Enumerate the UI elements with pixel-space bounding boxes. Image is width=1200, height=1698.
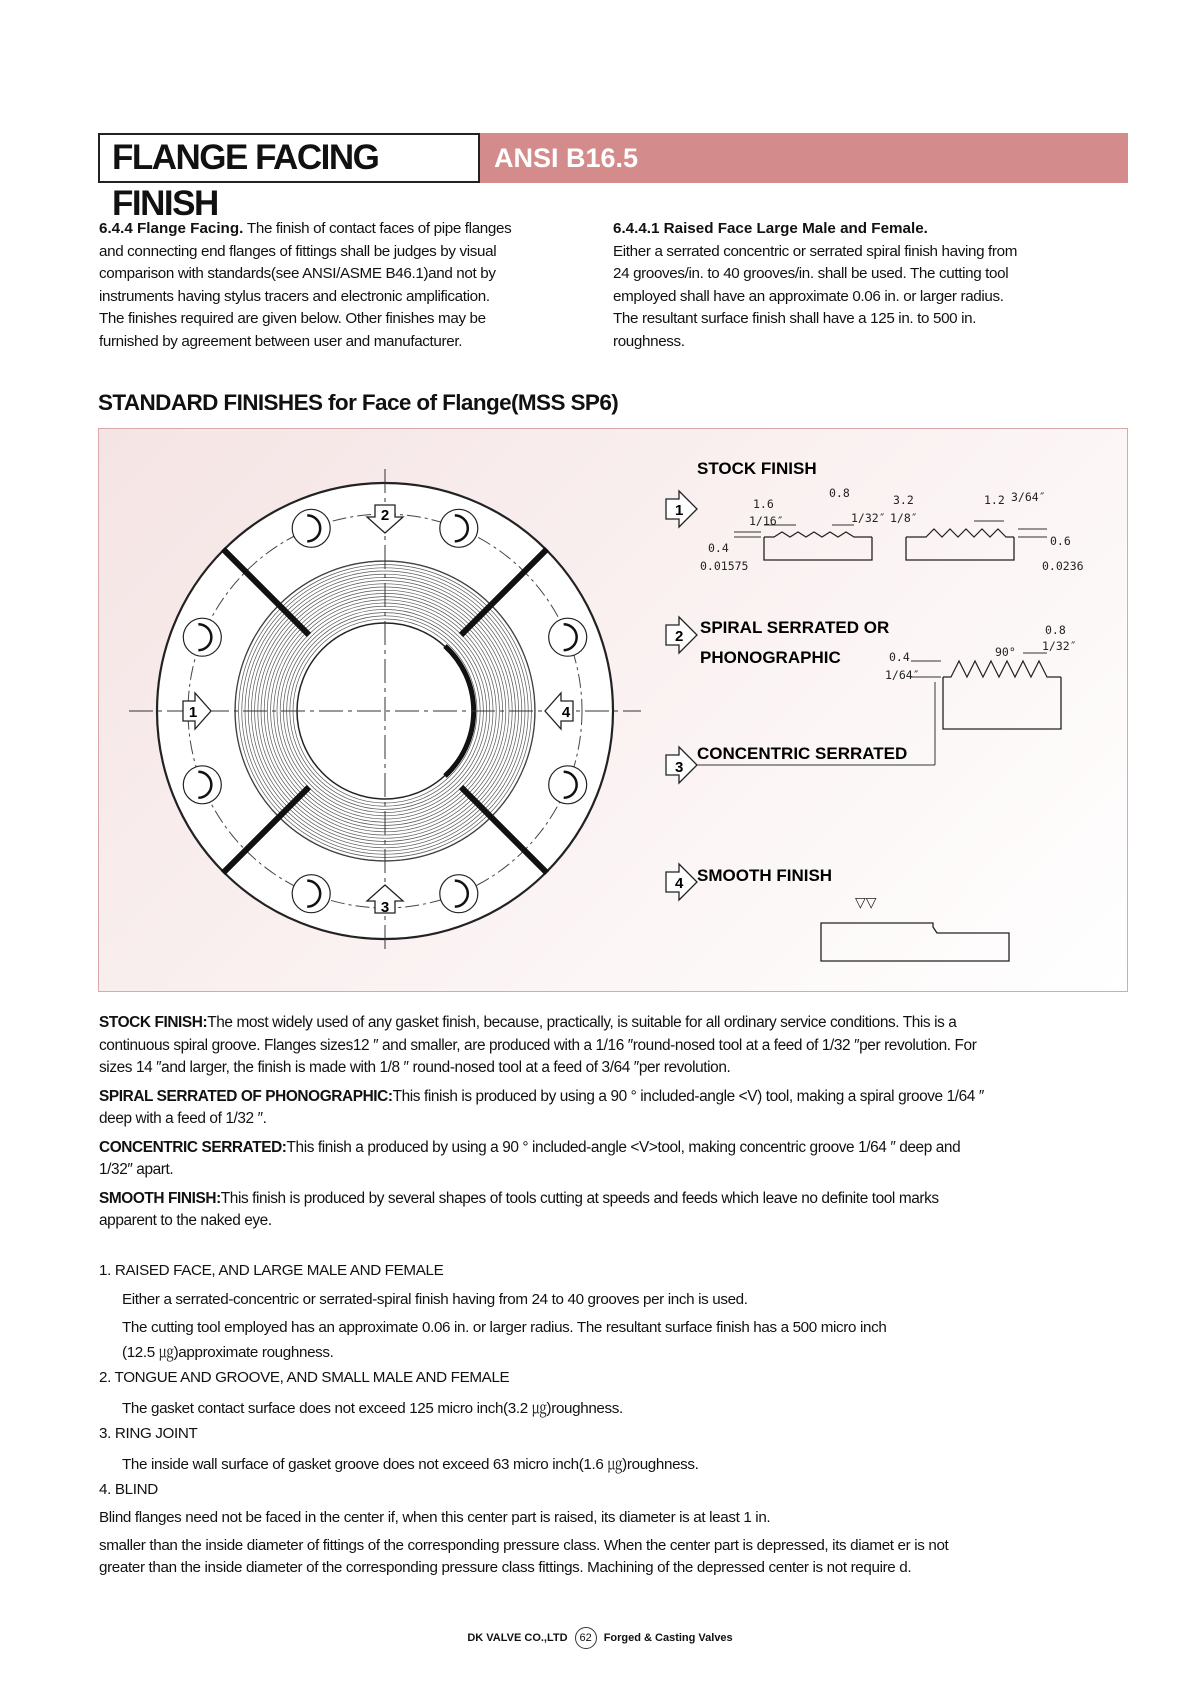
definition-stock: STOCK FINISH:The most widely used of any gasket finish, because, practically, is suitable for all ordinary service conditions. This is a continuous spiral groove. Flanges sizes12 ″ and smaller, are produced with a 1/16 ″round-nosed tool at a feed of 1/32 ″per revolution. For sizes 14 ″and larger, the finish is made with 1/8 ″ round-nosed tool at a feed of 3/64 ″per revolution. (99, 1014, 977, 1076)
req-heading-1: 1. RAISED FACE, AND LARGE MALE AND FEMALE (99, 1262, 444, 1279)
intro-right-line: roughness. (613, 332, 685, 350)
req-heading-4: 4. BLIND (99, 1481, 158, 1498)
definition-spiral: SPIRAL SERRATED OF PHONOGRAPHIC:This finish is produced by using a 90 ° included-angle <V) tool, making a spiral groove 1/64 ″ deep with a feed of 1/32 ″. (99, 1087, 984, 1127)
svg-text:0.4: 0.4 (708, 541, 729, 555)
page-header (98, 133, 1128, 223)
svg-text:0.6: 0.6 (1050, 534, 1071, 548)
req-text-3: The inside wall surface of gasket groove does not exceed 63 micro inch(1.6 ㎍)roughness. (122, 1456, 699, 1473)
intro-left-line: and connecting end flanges of fittings shall be judges by visual (99, 242, 497, 260)
definition-smooth: SMOOTH FINISH:This finish is produced by several shapes of tools cutting at speeds and feeds which leave no definite tool marks apparent to the naked eye. (99, 1189, 939, 1229)
svg-text:1/8″: 1/8″ (890, 511, 918, 525)
intro-right-line: 24 grooves/in. to 40 grooves/in. shall be used. The cutting tool (613, 265, 1009, 282)
req-text-4a: Blind flanges need not be faced in the center if, when this center part is raised, its diameter is at least 1 in. (99, 1509, 771, 1526)
svg-text:1: 1 (188, 704, 198, 721)
req-text-4b: smaller than the inside diameter of fittings of the corresponding pressure class. When the center part is depressed, its diamet er is not (99, 1537, 949, 1554)
page-subtitle: ANSI B16.5 (494, 143, 639, 173)
intro-left-line: The finishes required are given below. Other finishes may be (99, 310, 486, 327)
req-text-1c: (12.5 ㎍)approximate roughness. (122, 1344, 334, 1361)
flange-drawing (129, 469, 641, 953)
finish-definitions (99, 1012, 1129, 1233)
smooth-marker: 4 (675, 875, 684, 892)
concentric-marker: 3 (675, 759, 684, 776)
stock-finish-detail (666, 459, 1084, 573)
svg-text:1/32″: 1/32″ (851, 511, 886, 525)
svg-text:4: 4 (561, 704, 571, 721)
svg-text:1.2: 1.2 (984, 493, 1005, 507)
svg-text:3.2: 3.2 (893, 493, 914, 507)
footer-tagline: Forged & Casting Valves (603, 1632, 733, 1644)
spiral-marker: 2 (675, 628, 684, 645)
smooth-label: SMOOTH FINISH (697, 866, 833, 885)
svg-text:0.4: 0.4 (889, 650, 910, 664)
concentric-label: CONCENTRIC SERRATED (697, 744, 908, 763)
svg-text:2: 2 (380, 507, 390, 524)
svg-text:90°: 90° (995, 645, 1016, 659)
spiral-label-line1: SPIRAL SERRATED OR (700, 618, 890, 637)
intro-right-heading: 6.4.4.1 Raised Face Large Male and Female. (613, 220, 928, 237)
intro-right-column (613, 218, 1103, 353)
smooth-symbol: ▽▽ (855, 894, 877, 910)
finish-figure (98, 428, 1128, 992)
svg-text:1/16″: 1/16″ (749, 514, 784, 528)
req-text-1b: The cutting tool employed has an approximate 0.06 in. or larger radius. The resultant surface finish has a 500 micro inch (122, 1319, 887, 1336)
intro-right-line: The resultant surface finish shall have a 125 in. to 500 in. (613, 310, 977, 327)
spiral-label-line2: PHONOGRAPHIC (700, 648, 841, 667)
intro-left-line: furnished by agreement between user and manufacturer. (99, 332, 463, 350)
intro-left-line: The finish of contact faces of pipe flanges (243, 220, 512, 237)
svg-text:1.6: 1.6 (753, 497, 774, 511)
svg-text:1/64″: 1/64″ (885, 668, 920, 682)
page-title: FLANGE FACING FINISH (98, 133, 480, 183)
svg-text:1/32″: 1/32″ (1042, 639, 1077, 653)
definition-concentric: CONCENTRIC SERRATED:This finish a produced by using a 90 ° included-angle <V>tool, making concentric groove 1/64 ″ deep and 1/32″ apart. (99, 1138, 961, 1178)
stock-marker: 1 (675, 502, 684, 519)
req-text-1a: Either a serrated-concentric or serrated-spiral finish having from 24 to 40 grooves per inch is used. (122, 1291, 748, 1308)
figure-drawing (99, 429, 1129, 993)
page-number: 62 (575, 1627, 597, 1649)
intro-left-line: instruments having stylus tracers and electronic amplification. (99, 287, 490, 305)
req-text-2: The gasket contact surface does not exceed 125 micro inch(3.2 ㎍)roughness. (122, 1400, 623, 1417)
section-title: STANDARD FINISHES for Face of Flange(MSS SP6) (98, 390, 619, 415)
spiral-serrated-detail (666, 617, 1077, 729)
svg-text:3/64″: 3/64″ (1011, 490, 1046, 504)
intro-right-line: employed shall have an approximate 0.06 in. or larger radius. (613, 287, 1004, 305)
smooth-profile (821, 923, 1009, 961)
intro-left-line: comparison with standards(see ANSI/ASME B46.1)and not by (99, 265, 496, 282)
intro-left-column (99, 218, 579, 353)
stock-finish-label: STOCK FINISH (697, 459, 817, 478)
req-text-4c: greater than the inside diameter of the corresponding pressure class fittings. Machining of the depressed center is not require d. (99, 1559, 912, 1576)
req-heading-3: 3. RING JOINT (99, 1425, 198, 1442)
smooth-finish-detail (666, 864, 1009, 961)
intro-right-line: Either a serrated concentric or serrated spiral finish having from (613, 242, 1018, 260)
req-heading-2: 2. TONGUE AND GROOVE, AND SMALL MALE AND FEMALE (99, 1369, 510, 1386)
footer-company: DK VALVE CO.,LTD (467, 1632, 568, 1644)
svg-text:0.01575: 0.01575 (700, 559, 749, 573)
svg-text:0.0236: 0.0236 (1042, 559, 1084, 573)
header-band (480, 133, 1128, 183)
concentric-serrated-detail (666, 682, 935, 783)
svg-text:0.8: 0.8 (1045, 623, 1066, 637)
intro-left-heading: 6.4.4 Flange Facing. (99, 220, 244, 237)
svg-text:3: 3 (380, 899, 390, 916)
page-footer (0, 1627, 1200, 1649)
svg-text:0.8: 0.8 (829, 486, 850, 500)
